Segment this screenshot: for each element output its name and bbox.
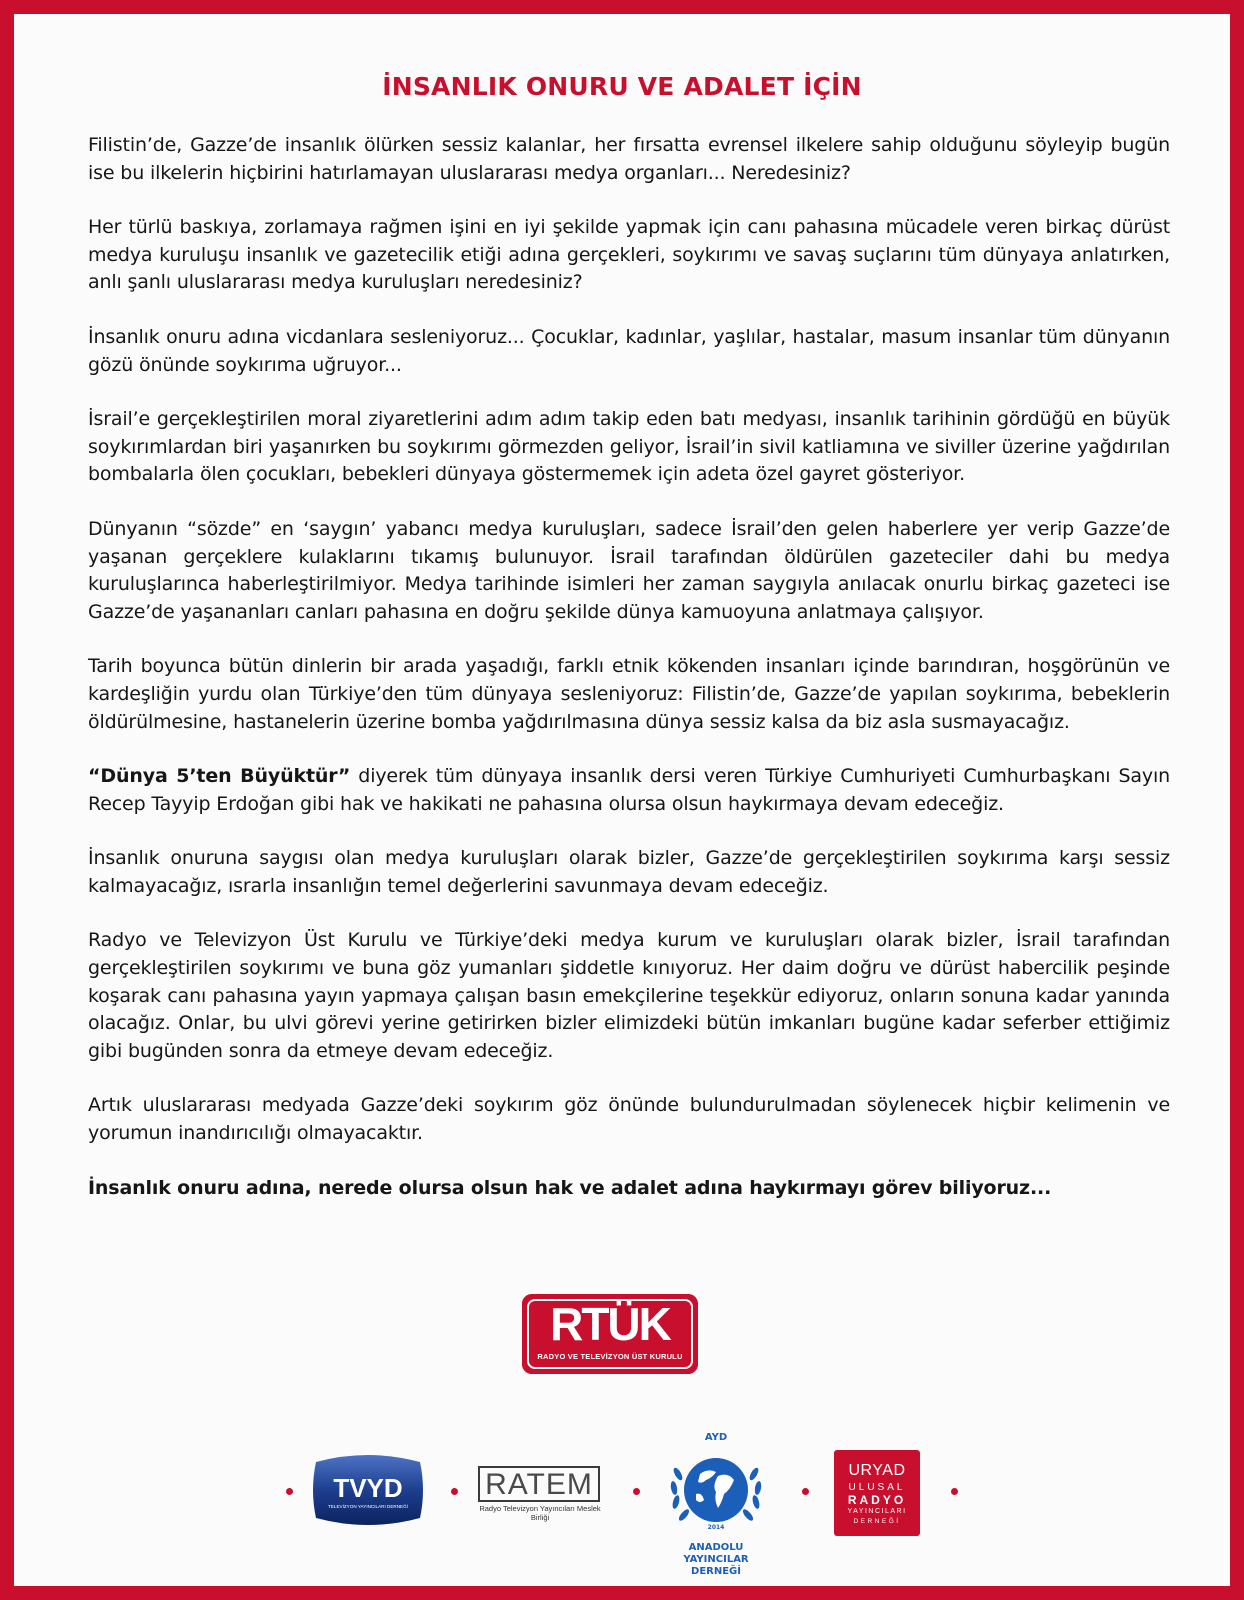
separator-dot [633, 1488, 640, 1495]
uryad-line: RADYO [847, 1493, 907, 1507]
rtuk-logo-subtitle: RADYO VE TELEVİZYON ÜST KURULU [537, 1352, 683, 1361]
page-title: İNSANLIK ONURU VE ADALET İÇİN [382, 72, 862, 101]
paragraph: Tarih boyunca bütün dinlerin bir arada yaşadığı, farklı etnik kökenden insanları içinde barındıran, hoşgörünün ve kardeşliğin yurdu olan Türkiye’den tüm dünyaya sesleniyoruz: Filistin’de, Gazze’de yapılan soykırıma, bebeklerin öldürülmesine, hastanelerin üzerine bomba yağdırılmasına dünya sessiz kalsa da biz asla susmayacağız. [88, 655, 1170, 733]
ratem-subtitle: Radyo Televizyon Yayıncıları Meslek Birliği [479, 1504, 601, 1522]
paragraph: Artık uluslararası medyada Gazze’deki soykırım göz önünde bulundurulmadan söylenecek hiçbir kelimenin ve yorumun inandırıcılığı olmayacaktır. [88, 1094, 1170, 1145]
tvyd-subtitle: TELEVİZYON YAYINCILARI DERNEĞİ [328, 1504, 408, 1509]
quote-paragraph [88, 763, 1170, 818]
uryad-logo [834, 1450, 920, 1536]
separator-dot [451, 1488, 458, 1495]
ayd-name [656, 1542, 776, 1578]
uryad-line: ULUSAL [848, 1482, 906, 1493]
paragraph: İsrail’e gerçekleştirilen moral ziyaretlerini adım adım takip eden batı medyası, insanlık tarihinin gördüğü en büyük soykırımlardan biri yaşanırken bu soykırımı görmezden geliyor, İsrail’in sivil katliamına ve siviller üzerine yağdırılan bombalarla ölen çocukları, bebekleri dünyaya göstermemek için adeta özel gayret gösteriyor. [88, 408, 1170, 486]
closing-text: İnsanlık onuru adına, nerede olursa olsun hak ve adalet adına haykırmayı görev biliyoruz... [88, 1176, 1052, 1199]
separator-dot [951, 1488, 958, 1495]
separator-dot [802, 1488, 809, 1495]
ayd-name-line: DERNEĞİ [691, 1566, 741, 1577]
quote-bold: “Dünya 5’ten Büyüktür” [88, 765, 351, 788]
ratem-word: RATEM [478, 1466, 600, 1502]
globe-wreath-icon [666, 1444, 766, 1536]
paragraph: Radyo ve Televizyon Üst Kurulu ve Türkiye’deki medya kurum ve kuruluşları olarak bizler, İsrail tarafından gerçekleştirilen soykırımı ve buna göz yumanları şiddetle kınıyoruz. Her daim doğru ve dürüst habercilik peşinde koşarak canı pahasına yayın yapmaya çalışan basın emekçilerine teşekkür ediyoruz, onların sonuna kadar yanında olacağız. Onlar, bu ulvi görevi yerine getirirken bizler elimizdeki bütün imkanları bugüne kadar seferber ettiğimiz gibi bugünden sonra da etmeye devam edeceğiz. [88, 929, 1170, 1062]
rtuk-logo-box [522, 1294, 698, 1374]
separator-dot [286, 1488, 293, 1495]
closing-statement [88, 1175, 1170, 1203]
statement-body [88, 132, 1170, 1202]
quote-rest: diyerek tüm dünyaya insanlık dersi veren Türkiye Cumhuriyeti Cumhurbaşkanı Sayın Recep Tayyip Erdoğan gibi hak ve hakikati ne pahasına olursa olsun haykırmaya devam edeceğiz. [88, 765, 1170, 815]
rtuk-logo-word: RTÜK [550, 1298, 670, 1350]
paragraph: Filistin’de, Gazze’de insanlık ölürken sessiz kalanlar, her fırsatta evrensel ilkelere sahip olduğunu söyleyip bugün ise bu ilkelerin hiçbirini hatırlamayan uluslararası medya organları... Neredesiniz? [88, 134, 1170, 184]
uryad-line: YAYINCILARI [847, 1508, 907, 1515]
paragraph: Her türlü baskıya, zorlamaya rağmen işini en iyi şekilde yapmak için canı pahasına mücadele veren birkaç dürüst medya kuruluşu insanlık ve gazetecilik etiği adına gerçekleri, soykırımı ve savaş suçlarını tüm dünyaya anlatırken, anlı şanlı uluslararası medya kuruluşları neredesiniz? [88, 216, 1170, 294]
ratem-logo [470, 1466, 610, 1522]
uryad-line: DERNEĞİ [853, 1518, 901, 1525]
ayd-acronym: AYD [704, 1432, 728, 1443]
paragraph: İnsanlık onuruna saygısı olan medya kuruluşları olarak bizler, Gazze’de gerçekleştirilen soykırıma karşı sessiz kalmayacağız, ısrarla insanlığın temel değerlerini savunmaya devam edeceğiz. [88, 847, 1170, 897]
rtuk-logo [522, 1294, 698, 1374]
tvyd-logo [310, 1452, 426, 1528]
tvyd-word: TVYD [333, 1473, 403, 1503]
ayd-name-line: ANADOLU YAYINCILAR [683, 1542, 749, 1565]
uryad-word: URYAD [848, 1462, 906, 1479]
paragraph: Dünyanın “sözde” en ‘saygın’ yabancı medya kuruluşları, sadece İsrail’den gelen haberlere yer verip Gazze’de yaşanan gerçeklere kulaklarını tıkamış bulunuyor. İsrail tarafından öldürülen gazeteciler dahi bu medya kuruluşlarınca haberleştirilmiyor. Medya tarihinde isimleri her zaman saygıyla anılacak onurlu birkaç gazeteci ise Gazze’de yaşananları canları pahasına en doğru şekilde dünya kamuoyuna anlatmaya çalışıyor. [88, 517, 1170, 623]
paragraph: İnsanlık onuru adına vicdanlara sesleniyoruz... Çocuklar, kadınlar, yaşlılar, hastalar, masum insanlar tüm dünyanın gözü önünde soykırıma uğruyor... [88, 325, 1170, 376]
ayd-year: 2014 [707, 1524, 725, 1531]
ayd-logo [656, 1432, 776, 1577]
